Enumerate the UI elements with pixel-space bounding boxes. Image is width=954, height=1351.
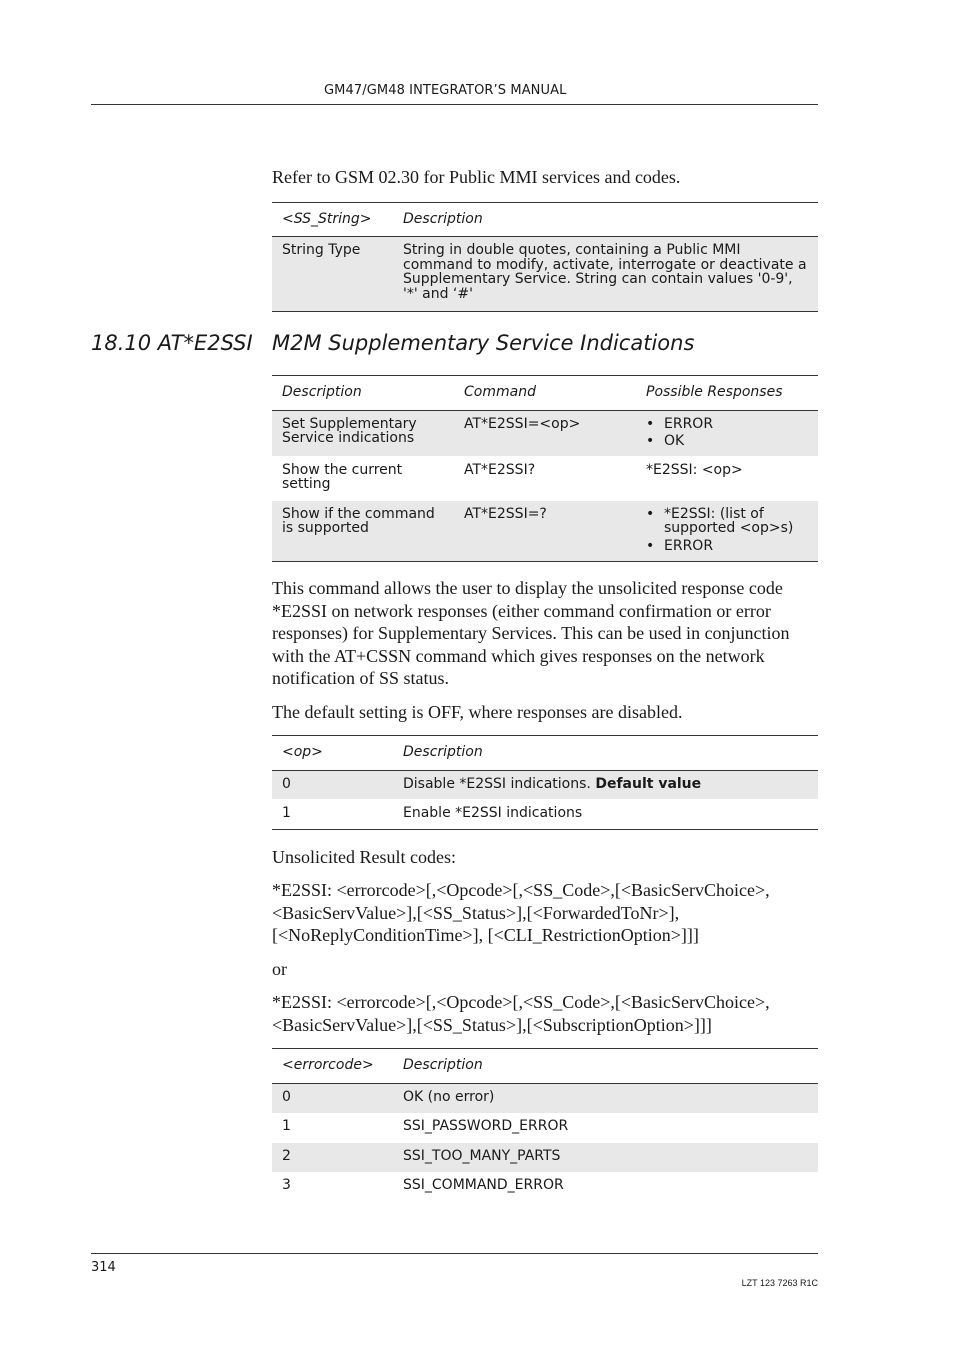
list-item: • ERROR bbox=[646, 417, 808, 432]
table-header-row bbox=[272, 202, 818, 237]
table-cell bbox=[636, 501, 818, 562]
table-cell: 0 bbox=[272, 770, 393, 799]
errorcode-table bbox=[272, 1048, 818, 1202]
footer-divider bbox=[91, 1253, 818, 1254]
table-cell: 2 bbox=[272, 1143, 393, 1173]
table-cell: 0 bbox=[272, 1083, 393, 1113]
default-paragraph: The default setting is OFF, where responses are disabled. bbox=[272, 701, 683, 722]
table-cell: Enable *E2SSI indications bbox=[393, 799, 818, 829]
table-cell: Show the current setting bbox=[282, 461, 403, 492]
table-cell: SSI_TOO_MANY_PARTS bbox=[393, 1143, 818, 1173]
table-cell: AT*E2SSI=? bbox=[454, 501, 636, 562]
page-number: 314 bbox=[91, 1260, 116, 1275]
table-row bbox=[272, 770, 818, 799]
default-value-label: Default value bbox=[595, 775, 702, 792]
table-header-cell: Possible Responses bbox=[636, 376, 818, 411]
op-description: Disable *E2SSI indications. bbox=[403, 775, 591, 792]
table-header-cell: Description bbox=[393, 1049, 818, 1084]
table-row bbox=[272, 1172, 818, 1202]
header-title: GM47/GM48 INTEGRATOR’S MANUAL bbox=[324, 83, 567, 98]
list-item: • *E2SSI: (list of supported <op>s) bbox=[646, 507, 808, 536]
table-cell: Set Supplementary Service indications bbox=[272, 410, 454, 456]
table-cell: *E2SSI: <op> bbox=[646, 461, 743, 478]
table-header-row bbox=[272, 736, 818, 771]
table-cell: String Type bbox=[272, 237, 393, 312]
section-number: 18.10 AT*E2SSI bbox=[91, 331, 253, 355]
unsolicited-label: Unsolicited Result codes: bbox=[272, 846, 456, 867]
table-header-row bbox=[272, 376, 818, 411]
table-cell bbox=[393, 770, 818, 799]
result-code-2: *E2SSI: <errorcode>[,<Opcode>[,<SS_Code>,[<BasicServChoice>, <BasicServValue>],[<SS_Status>],[<SubscriptionOption>]]] bbox=[272, 992, 770, 1035]
table-cell: Show if the command is supported bbox=[272, 501, 454, 562]
or-text: or bbox=[272, 958, 287, 979]
table-header-cell: <errorcode> bbox=[272, 1049, 393, 1084]
table-cell: OK (no error) bbox=[393, 1083, 818, 1113]
table-header-cell: <SS_String> bbox=[272, 202, 393, 237]
table-row bbox=[272, 799, 818, 829]
command-table bbox=[272, 375, 818, 562]
table-header-cell: Command bbox=[454, 376, 636, 411]
table-cell: 1 bbox=[282, 1118, 291, 1134]
op-table bbox=[272, 735, 818, 830]
table-row bbox=[272, 1113, 818, 1143]
table-header-cell: Description bbox=[393, 736, 818, 771]
page-header bbox=[91, 82, 818, 105]
table-header-cell: <op> bbox=[272, 736, 393, 771]
response-list bbox=[646, 507, 808, 554]
list-item: • ERROR bbox=[646, 539, 808, 554]
document-id: LZT 123 7263 R1C bbox=[741, 1278, 818, 1288]
table-cell: String in double quotes, containing a Public MMI command to modify, activate, interrogate or deactivate a Supplementary Service. String can contain values '0-9', '*' and ‘#' bbox=[393, 237, 818, 312]
page-content bbox=[272, 166, 818, 1202]
table-row bbox=[272, 410, 818, 456]
table-cell bbox=[636, 410, 818, 456]
table-header-cell: Description bbox=[272, 376, 454, 411]
table-header-row bbox=[272, 1049, 818, 1084]
table-header-cell: Description bbox=[393, 202, 818, 237]
response-list bbox=[646, 417, 808, 449]
table-cell: 1 bbox=[272, 799, 393, 829]
section-title: M2M Supplementary Service Indications bbox=[272, 331, 695, 355]
table-row bbox=[272, 1143, 818, 1173]
section-heading bbox=[91, 331, 695, 355]
list-item: • OK bbox=[646, 434, 808, 449]
table-row bbox=[272, 501, 818, 562]
table-cell: AT*E2SSI? bbox=[464, 461, 536, 478]
ss-string-table bbox=[272, 202, 818, 313]
table-row bbox=[272, 237, 818, 312]
result-code-1: *E2SSI: <errorcode>[,<Opcode>[,<SS_Code>,[<BasicServChoice>, <BasicServValue>],[<SS_Status>],[<ForwardedToNr>], [<NoReplyConditionTime>], [<CLI_RestrictionOption>]]] bbox=[272, 880, 770, 945]
table-cell: AT*E2SSI=<op> bbox=[454, 410, 636, 456]
table-cell: 3 bbox=[282, 1177, 291, 1193]
table-row bbox=[272, 456, 818, 501]
table-row bbox=[272, 1083, 818, 1113]
intro-paragraph: Refer to GSM 02.30 for Public MMI services and codes. bbox=[272, 167, 681, 187]
description-paragraph: This command allows the user to display the unsolicited response code *E2SSI on network responses (either command confirmation or error responses) for Supplementary Services. This can be used in conjunction with the AT+CSSN command which gives responses on the network notification of SS status. bbox=[272, 578, 790, 688]
table-cell: SSI_COMMAND_ERROR bbox=[403, 1177, 564, 1193]
table-cell: SSI_PASSWORD_ERROR bbox=[403, 1118, 569, 1134]
